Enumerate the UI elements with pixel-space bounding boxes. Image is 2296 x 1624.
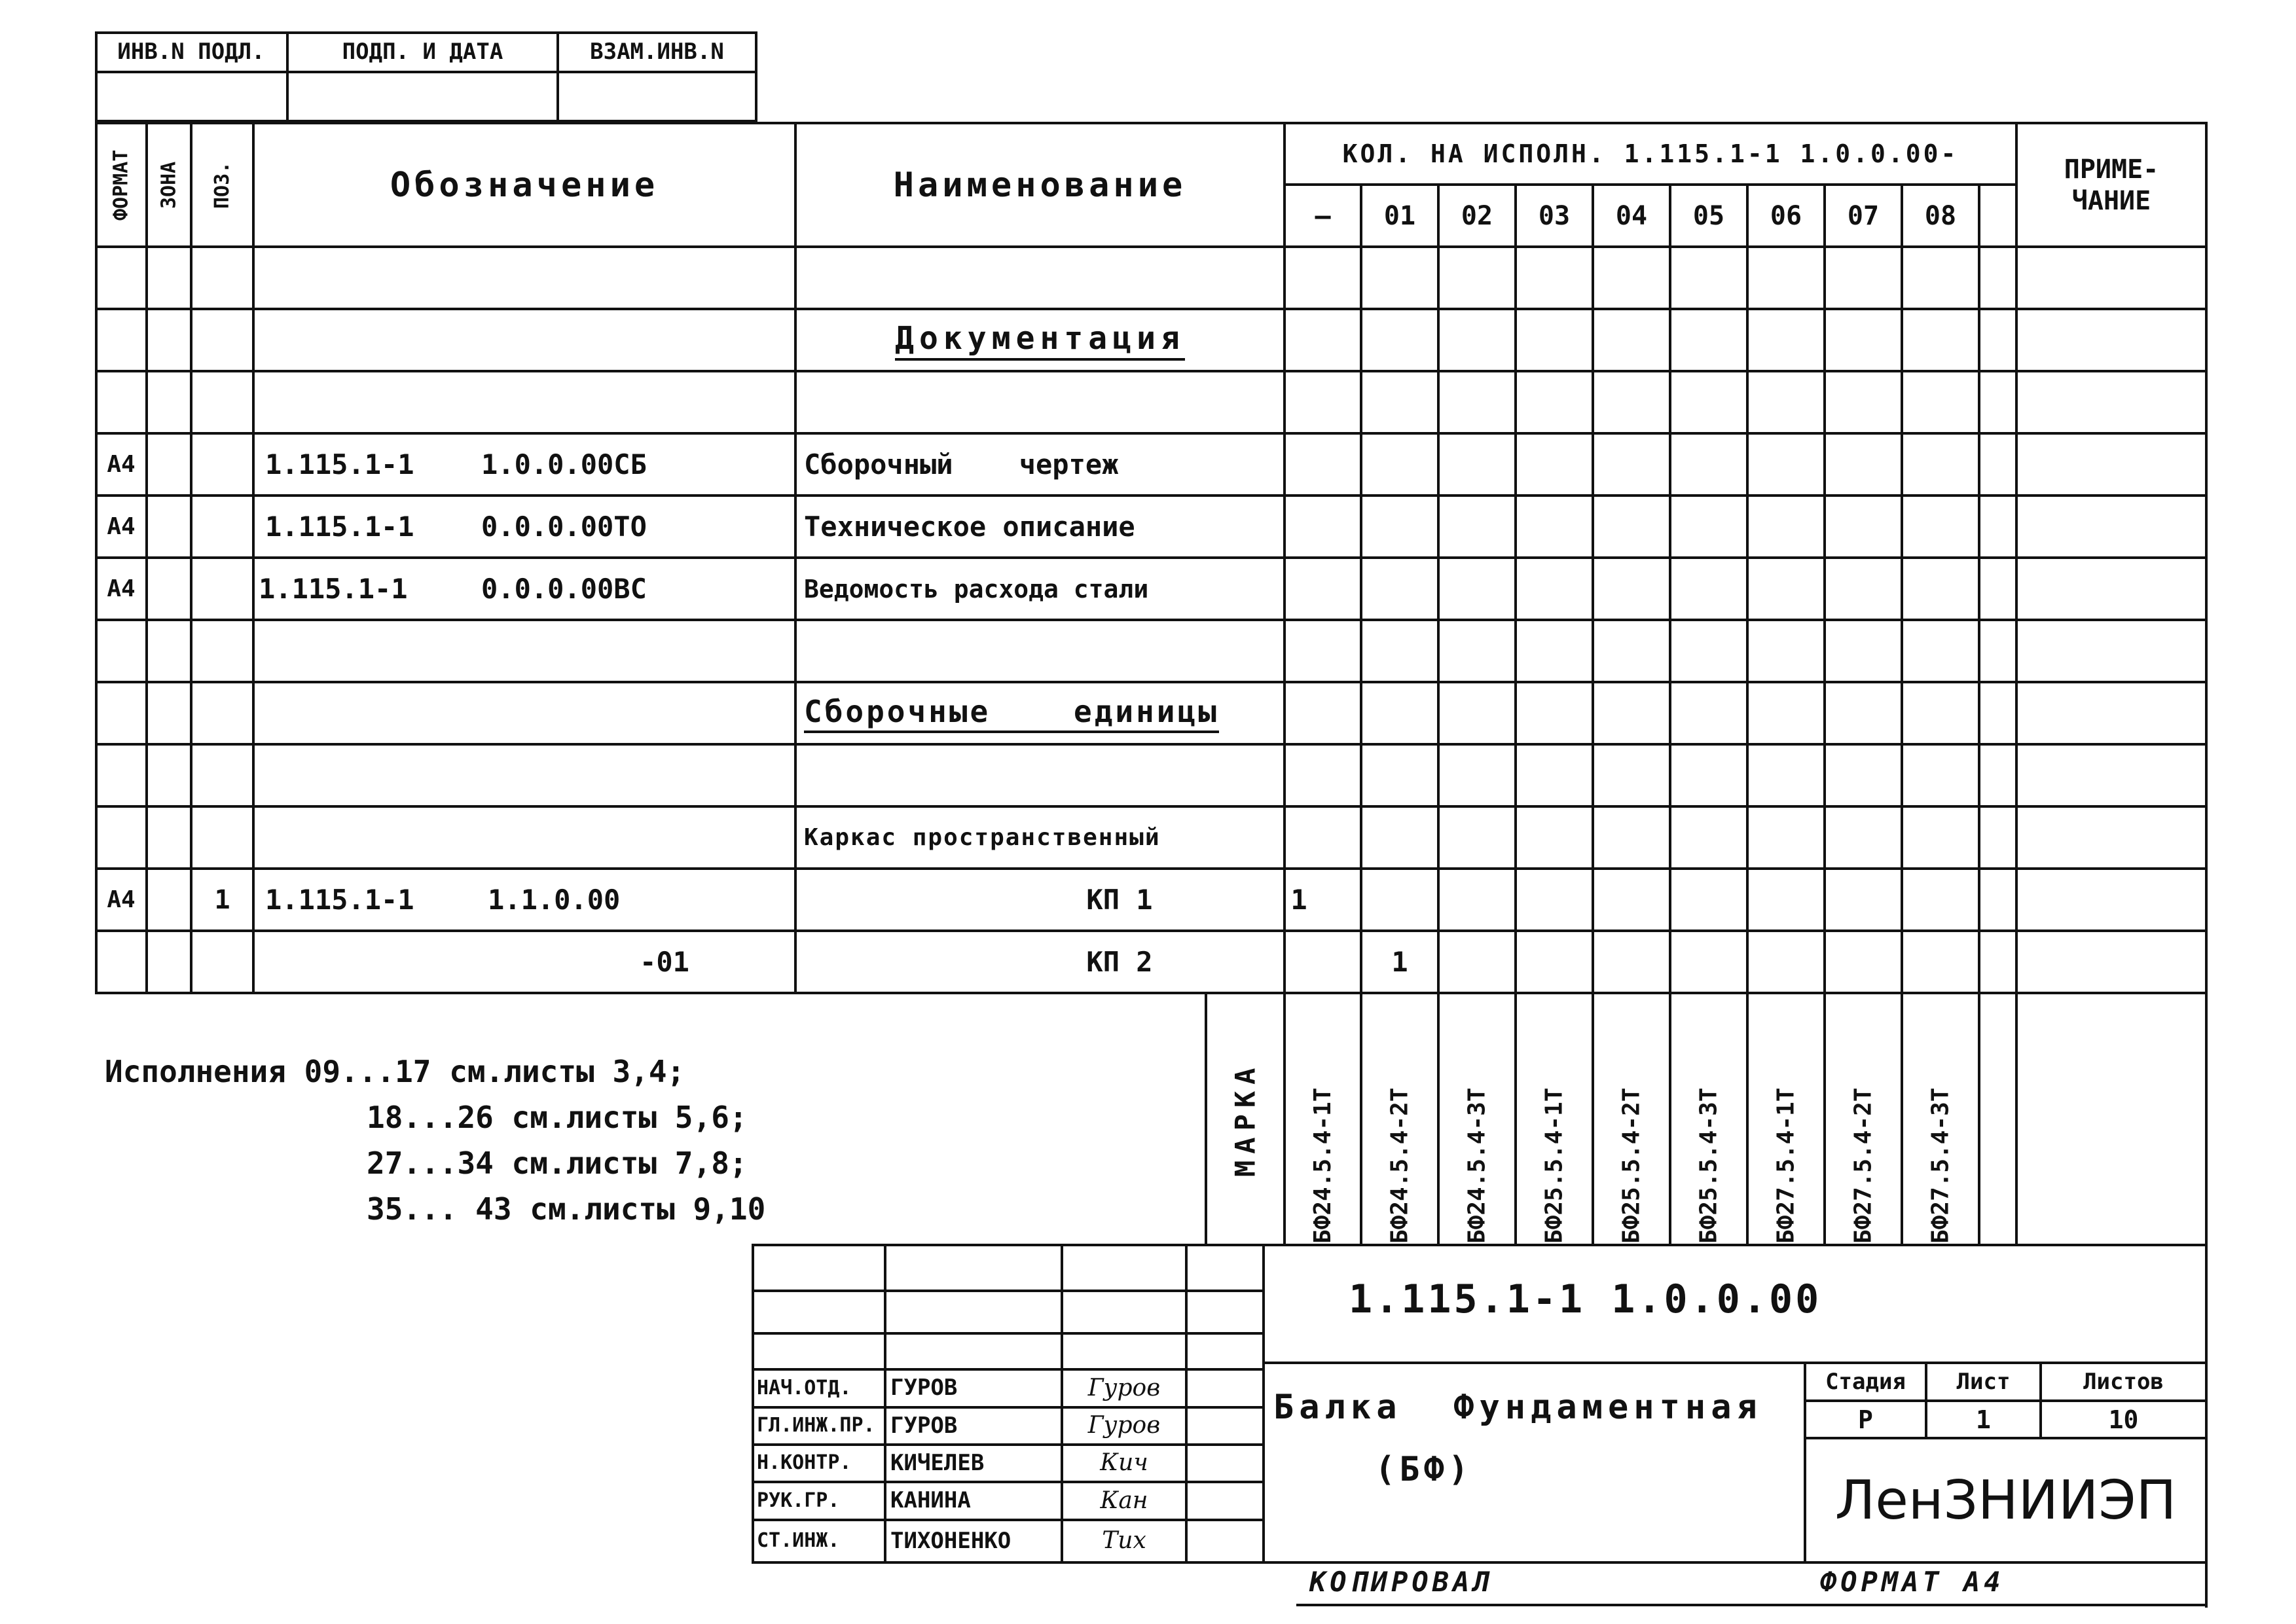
doc-title: Балка Фундаментная xyxy=(1273,1388,1762,1427)
row-designation: 1.115.1-1 xyxy=(265,884,414,916)
variant-header: 03 xyxy=(1538,200,1571,231)
sheets-label: Листов xyxy=(2083,1369,2164,1395)
col-name-header: Наименование xyxy=(893,165,1187,205)
row-pos: 1 xyxy=(214,884,230,915)
row-code: 1.1.0.00 xyxy=(488,884,621,916)
marka-item: БФ24.5.4-3Т xyxy=(1463,1087,1491,1244)
marka-item: БФ25.5.4-1Т xyxy=(1540,1087,1568,1244)
executions-line: 18...26 см.листы 5,6; xyxy=(367,1100,748,1135)
section-assembly-units-label: Сборочные единицы xyxy=(804,694,1219,733)
row-name: КП 1 xyxy=(1086,884,1153,916)
sign-signature: Тих xyxy=(1102,1527,1146,1554)
sign-signature: Кан xyxy=(1100,1487,1148,1514)
section-assembly-units xyxy=(804,683,1281,743)
col-format-header: ФОРМАТ xyxy=(109,149,133,221)
variant-header: 06 xyxy=(1770,200,1802,231)
row-format: А4 xyxy=(107,575,136,602)
row-qty: 1 xyxy=(1391,946,1408,978)
row-name: Каркас пространственный xyxy=(804,824,1161,851)
row-designation: 1.115.1-1 xyxy=(265,448,414,480)
section-documentation-label: Документация xyxy=(895,320,1185,361)
sign-signature: Гуров xyxy=(1087,1412,1161,1439)
row-code: -01 xyxy=(640,946,689,978)
sign-signature: Гуров xyxy=(1087,1374,1161,1401)
copied-by-label: КОПИРОВАЛ xyxy=(1309,1566,1494,1598)
podp-data-label: ПОДП. И ДАТА xyxy=(342,39,503,65)
row-name: Ведомость расхода стали xyxy=(804,574,1149,604)
marka-item: БФ25.5.4-3Т xyxy=(1695,1087,1722,1244)
vzam-inv-label: ВЗАМ.ИНВ.N xyxy=(590,39,724,65)
sheets-value: 10 xyxy=(2108,1405,2139,1434)
sign-name: КИЧЕЛЕВ xyxy=(890,1449,985,1476)
sign-role: РУК.ГР. xyxy=(757,1489,840,1512)
variant-header: 02 xyxy=(1461,200,1493,231)
row-designation: 1.115.1-1 xyxy=(259,573,408,605)
variant-header: 08 xyxy=(1924,200,1957,231)
marka-item: БФ24.5.4-1Т xyxy=(1309,1087,1336,1244)
variant-header: 07 xyxy=(1847,200,1880,231)
marka-label: МАРКА xyxy=(1229,1061,1262,1178)
stage-value: Р xyxy=(1858,1405,1873,1434)
row-code: 0.0.0.00ВС xyxy=(481,573,647,605)
marka-item: БФ25.5.4-2Т xyxy=(1618,1087,1645,1244)
marka-item: БФ24.5.4-2Т xyxy=(1386,1087,1413,1244)
marka-item: БФ27.5.4-1Т xyxy=(1772,1087,1800,1244)
sign-role: ГЛ.ИНЖ.ПР. xyxy=(757,1414,875,1437)
variant-header: 01 xyxy=(1383,200,1416,231)
org-name: ЛенЗНИИЭП xyxy=(1834,1469,2177,1532)
variant-header: 04 xyxy=(1615,200,1648,231)
sign-name: ГУРОВ xyxy=(890,1375,958,1401)
sign-role: Н.КОНТР. xyxy=(757,1451,852,1474)
row-name: Техническое описание xyxy=(804,511,1135,543)
row-format: А4 xyxy=(107,513,136,540)
row-format: А4 xyxy=(107,886,136,913)
variant-header: — xyxy=(1315,200,1331,231)
row-name: КП 2 xyxy=(1086,946,1153,978)
sign-role: НАЧ.ОТД. xyxy=(757,1376,852,1399)
doc-number: 1.115.1-1 1.0.0.00 xyxy=(1349,1276,1822,1322)
sign-name: ТИХОНЕНКО xyxy=(890,1527,1011,1554)
row-code: 1.0.0.00СБ xyxy=(481,448,647,480)
sheet-value: 1 xyxy=(1976,1405,1991,1434)
doc-subtitle: (БФ) xyxy=(1375,1450,1473,1489)
col-note-header: ПРИМЕ- ЧАНИЕ xyxy=(2064,154,2159,216)
col-qty-header: КОЛ. НА ИСПОЛН. 1.115.1-1 1.0.0.00- xyxy=(1342,139,1959,168)
sign-role: СТ.ИНЖ. xyxy=(757,1529,840,1552)
sign-name: ГУРОВ xyxy=(890,1412,958,1439)
sheet-label: Лист xyxy=(1956,1369,2011,1395)
sign-name: КАНИНА xyxy=(890,1487,971,1513)
sign-signature: Кич xyxy=(1100,1449,1148,1476)
col-zone-header: ЗОНА xyxy=(157,161,181,209)
col-pos-header: ПОЗ. xyxy=(211,161,234,209)
format-label: ФОРМАТ А4 xyxy=(1820,1566,2005,1598)
marka-item: БФ27.5.4-2Т xyxy=(1850,1087,1877,1244)
row-format: А4 xyxy=(107,451,136,478)
executions-line: Исполнения 09...17 см.листы 3,4; xyxy=(105,1054,685,1089)
col-designation-header: Обозначение xyxy=(390,165,659,205)
row-designation: 1.115.1-1 xyxy=(265,511,414,543)
row-name: Сборочный чертеж xyxy=(804,448,1119,480)
section-documentation xyxy=(797,310,1283,370)
executions-line: 35... 43 см.листы 9,10 xyxy=(367,1191,766,1227)
stage-label: Стадия xyxy=(1825,1369,1906,1395)
inv-podl-label: ИНВ.N ПОДЛ. xyxy=(117,39,265,65)
row-code: 0.0.0.00ТО xyxy=(481,511,647,543)
marka-item: БФ27.5.4-3Т xyxy=(1927,1087,1954,1244)
row-qty: 1 xyxy=(1290,884,1307,916)
executions-line: 27...34 см.листы 7,8; xyxy=(367,1146,748,1181)
variant-header: 05 xyxy=(1692,200,1725,231)
